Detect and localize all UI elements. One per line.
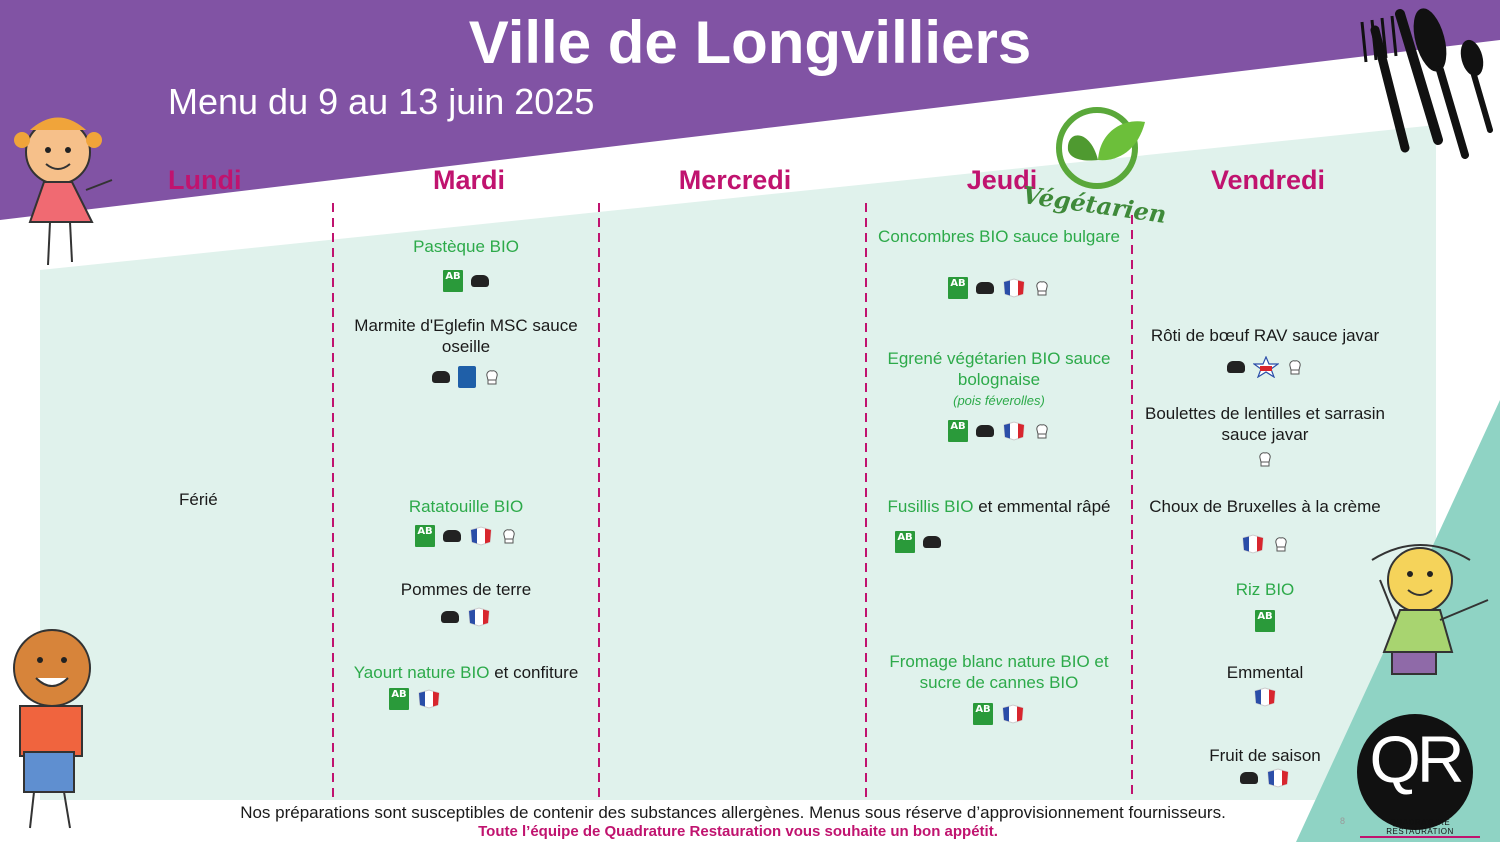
france-flag-icon	[467, 607, 491, 627]
vendredi-dish-6-labels	[1135, 768, 1395, 788]
chef-hat-icon	[1287, 358, 1303, 376]
vendredi-dish-1: Rôti de bœuf RAV sauce javar	[1150, 326, 1380, 345]
vendredi-dish-4: Riz BIO	[1235, 580, 1295, 599]
ab-bio-icon: AB	[415, 525, 435, 547]
vendredi-dish-5-labels	[1135, 687, 1395, 707]
fait-maison-icon	[976, 425, 994, 437]
chef-hat-icon	[1034, 279, 1050, 297]
fait-maison-icon	[923, 536, 941, 548]
france-flag-icon	[1001, 704, 1025, 724]
page-number: 8	[1340, 816, 1346, 826]
mardi-dish-5	[336, 662, 596, 683]
msc-icon	[458, 366, 476, 388]
mardi-dish-4-labels	[336, 607, 596, 627]
page-title: Ville de Longvilliers	[468, 9, 1032, 76]
qr-logo-name: QUADRATURE RESTAURATION	[1360, 818, 1480, 838]
day-lundi: Lundi	[168, 165, 242, 195]
vendredi-dish-3-labels	[1135, 534, 1395, 554]
ab-bio-icon: AB	[948, 277, 968, 299]
ab-bio-icon: AB	[443, 270, 463, 292]
jeudi-dish-3	[869, 496, 1129, 517]
jeudi-dish-2-note: (pois féverolles)	[953, 393, 1045, 408]
bon-appetit-message: Toute l’équipe de Quadrature Restauration vous souhaite un bon appétit.	[478, 823, 998, 840]
fait-maison-icon	[976, 282, 994, 294]
fait-maison-icon	[1240, 772, 1258, 784]
france-flag-icon	[1253, 687, 1277, 707]
day-mercredi: Mercredi	[678, 165, 792, 195]
jeudi-dish-2	[869, 348, 1129, 411]
ab-bio-icon: AB	[389, 688, 409, 710]
mardi-dish-3: Ratatouille BIO	[408, 497, 524, 516]
jeudi-dish-4-labels	[869, 703, 1129, 725]
france-flag-icon	[1266, 768, 1290, 788]
france-flag-icon	[1241, 534, 1265, 554]
france-flag-icon	[417, 689, 441, 709]
vendredi-dish-1-labels	[1135, 356, 1395, 378]
mardi-dish-2: Marmite d'Eglefin MSC sauce oseille	[354, 316, 578, 356]
qr-logo-letters: QR	[1369, 722, 1461, 796]
fait-maison-icon	[471, 275, 489, 287]
mardi-dish-1-labels	[336, 270, 596, 292]
jeudi-dish-2-name: Egrené végétarien BIO sauce bolognaise	[887, 349, 1111, 389]
jeudi-dish-3-bio: Fusillis BIO	[887, 497, 974, 516]
day-vendredi: Vendredi	[1210, 165, 1326, 195]
jeudi-dish-1-labels	[869, 277, 1129, 299]
mardi-dish-1: Pastèque BIO	[413, 237, 519, 256]
day-jeudi: Jeudi	[966, 165, 1038, 195]
mardi-dish-3-labels	[336, 525, 596, 547]
fait-maison-icon	[441, 611, 459, 623]
vendredi-dish-4-labels	[1135, 610, 1395, 632]
ab-bio-icon: AB	[948, 420, 968, 442]
menu-dates: Menu du 9 au 13 juin 2025	[168, 81, 595, 122]
france-flag-icon	[469, 526, 493, 546]
jeudi-dish-3-rest: et emmental râpé	[973, 497, 1111, 516]
day-mardi: Mardi	[432, 165, 505, 195]
ab-bio-icon: AB	[1255, 610, 1275, 632]
ab-bio-icon: AB	[895, 531, 915, 553]
france-flag-icon	[1002, 278, 1026, 298]
mardi-dish-4: Pommes de terre	[400, 580, 532, 599]
mardi-dish-5-bio: Yaourt nature BIO	[353, 663, 490, 682]
lundi-ferie: Férié	[179, 490, 218, 509]
allergen-notice: Nos préparations sont susceptibles de contenir des substances allergènes. Menus sous réserve d’approvisionnement fournisseurs.	[240, 803, 1226, 822]
jeudi-dish-4: Fromage blanc nature BIO et sucre de cannes BIO	[889, 652, 1109, 692]
mardi-dish-5-rest: et confiture	[489, 663, 579, 682]
chef-hat-icon	[484, 368, 500, 386]
chef-hat-icon	[1273, 535, 1289, 553]
chef-hat-icon	[1257, 450, 1273, 468]
chef-hat-icon	[1034, 422, 1050, 440]
mardi-dish-2-labels	[336, 366, 596, 388]
jeudi-dish-3-labels	[890, 531, 946, 553]
fait-maison-icon	[443, 530, 461, 542]
vegetarian-badge: Végétarien	[1020, 180, 1169, 229]
vendredi-dish-6: Fruit de saison	[1209, 746, 1321, 765]
fait-maison-icon	[432, 371, 450, 383]
jeudi-dish-1: Concombres BIO sauce bulgare	[878, 227, 1120, 246]
vendredi-dish-5: Emmental	[1226, 663, 1304, 682]
mardi-dish-5-labels	[380, 688, 450, 710]
jeudi-dish-2-labels	[869, 420, 1129, 442]
rav-label-icon	[1253, 356, 1279, 378]
fait-maison-icon	[1227, 361, 1245, 373]
vendredi-dish-2: Boulettes de lentilles et sarrasin sauce javar	[1144, 404, 1386, 444]
vendredi-dish-3: Choux de Bruxelles à la crème	[1149, 497, 1381, 516]
chef-hat-icon	[501, 527, 517, 545]
ab-bio-icon: AB	[973, 703, 993, 725]
france-flag-icon	[1002, 421, 1026, 441]
vendredi-dish-2-labels	[1135, 450, 1395, 468]
